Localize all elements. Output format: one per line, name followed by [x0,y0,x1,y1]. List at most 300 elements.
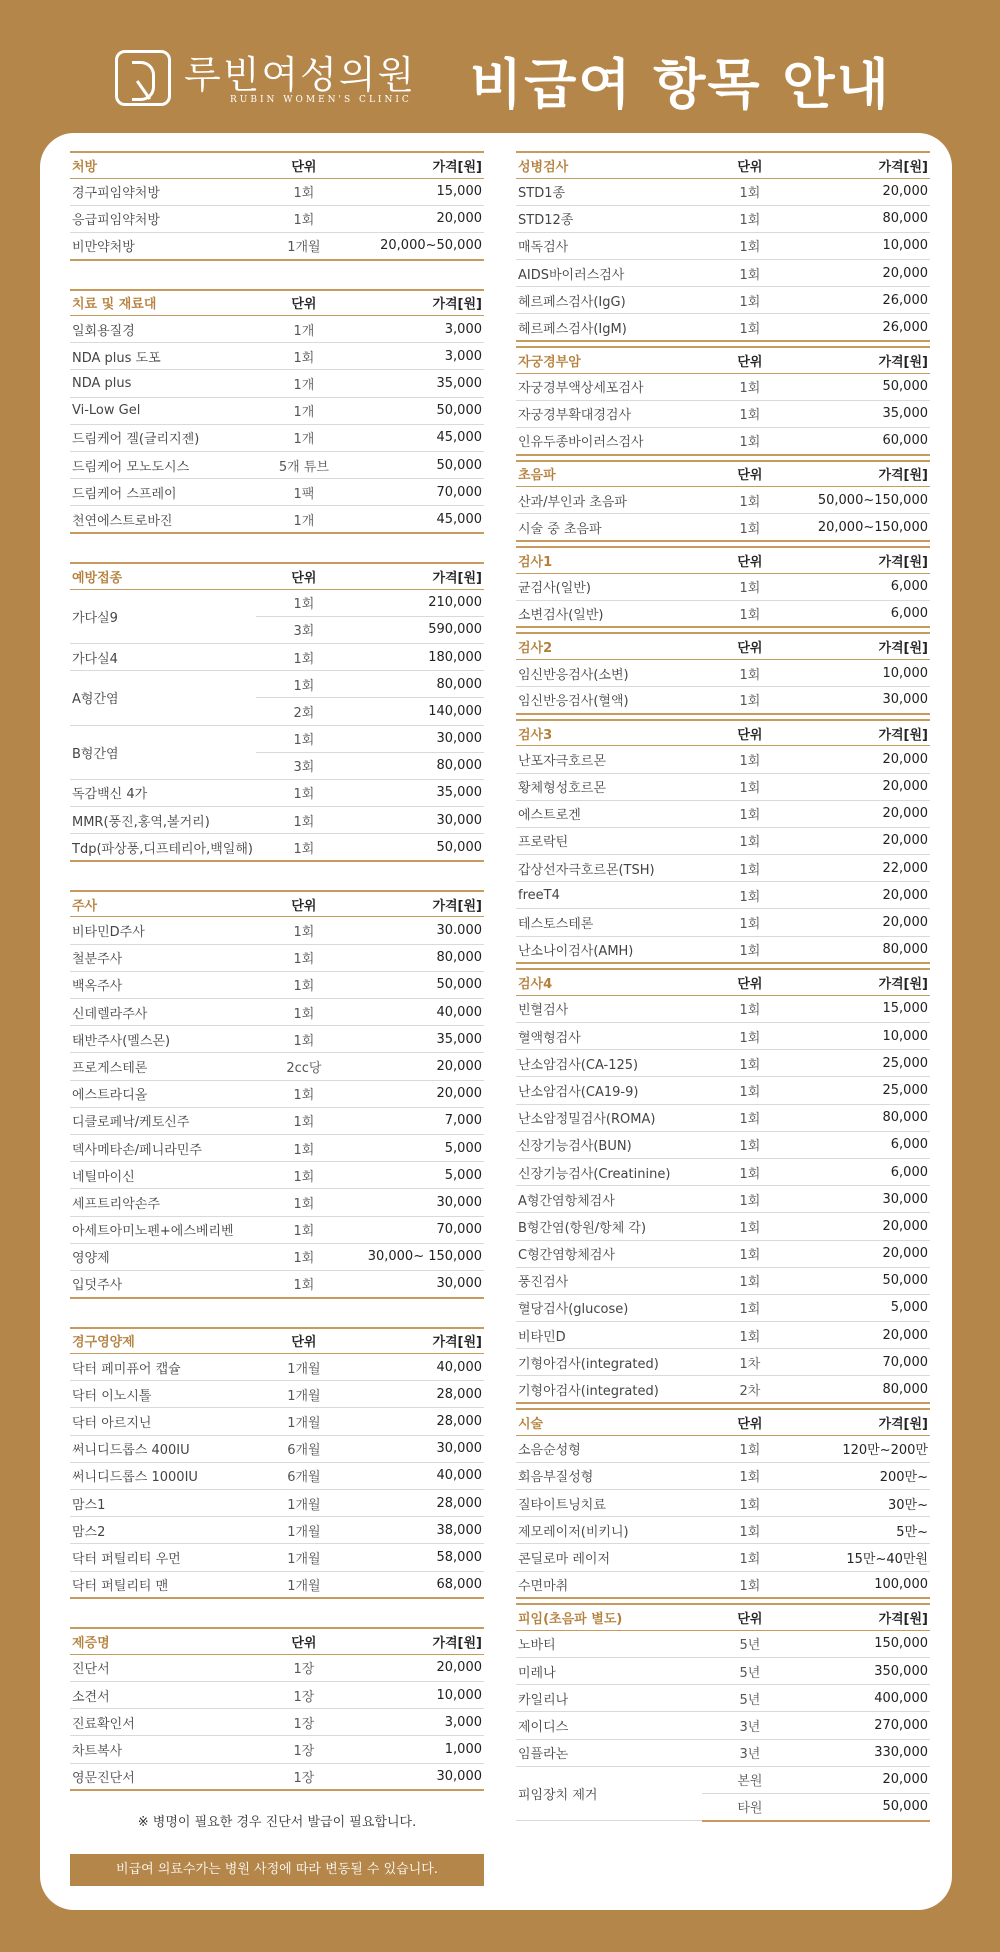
item-name: 써니디드롭스 1000IU [70,1462,256,1489]
item-unit: 1회 [702,1267,797,1294]
item-name: 균검사(일반) [516,573,702,600]
item-price: 6,000 [798,600,930,627]
item-name: 진료확인서 [70,1709,256,1736]
item-price: 10,000 [352,1681,484,1708]
item-name: 철분주사 [70,944,256,971]
item-unit: 1회 [702,1544,797,1571]
item-unit: 1회 [702,487,797,514]
clinic-logo-icon [115,50,171,106]
item-price: 80,000 [352,752,484,779]
item-price: 1,000 [352,1736,484,1763]
item-price: 20,000~50,000 [352,232,484,259]
item-unit: 1회 [702,995,797,1022]
header [0,0,1000,130]
item-price: 45,000 [352,424,484,451]
table-row [516,1376,930,1403]
table-row [516,428,930,455]
item-price: 3,000 [352,316,484,343]
item-unit: 1회 [702,232,797,259]
table-row [516,1685,930,1712]
item-price: 20,000~150,000 [798,514,930,541]
price-section [70,1627,484,1791]
item-price: 22,000 [798,855,930,882]
table-row [70,1270,484,1297]
table-row [70,643,484,670]
price-change-banner: 비급여 의료수가는 병원 사정에 따라 변동될 수 있습니다. [70,1854,484,1886]
item-name: 에스트라디올 [70,1080,256,1107]
item-unit: 1회 [702,909,797,936]
table-row [516,855,930,882]
item-unit: 1개 [256,424,351,451]
table-row [70,424,484,451]
item-price: 20,000 [352,1654,484,1681]
item-unit: 1회 [702,827,797,854]
table-row [516,1712,930,1739]
table-row [70,1026,484,1053]
item-price: 35,000 [798,400,930,427]
price-panel [40,133,952,1910]
item-price: 180,000 [352,643,484,670]
table-row [516,1213,930,1240]
item-unit: 1장 [256,1654,351,1681]
item-name: 입덧주사 [70,1270,256,1297]
item-name: 차트복사 [70,1736,256,1763]
section-title: 주사 [70,891,256,917]
item-name: 네틸마이신 [70,1162,256,1189]
table-row [516,773,930,800]
price-table [516,632,930,714]
item-unit: 1장 [256,1709,351,1736]
item-name: 미레나 [516,1657,702,1684]
item-price: 30,000 [352,1435,484,1462]
item-name: 영문진단서 [70,1763,256,1790]
item-unit: 1회 [702,1158,797,1185]
price-section [70,562,484,862]
table-row [70,1381,484,1408]
item-price: 38,000 [352,1517,484,1544]
price-table [70,289,484,535]
item-name: 태반주사(멜스몬) [70,1026,256,1053]
item-unit: 1회 [702,1104,797,1131]
price-table [516,719,930,965]
price-section [516,546,930,628]
clinic-subtitle: RUBIN WOMEN'S CLINIC [230,95,412,105]
item-name: 아세트아미노펜+에스베리벤 [70,1216,256,1243]
item-name: 가다실4 [70,643,256,670]
table-row [516,1240,930,1267]
table-row [70,1681,484,1708]
item-price: 35,000 [352,1026,484,1053]
table-row [516,600,930,627]
item-unit: 1회 [702,573,797,600]
section-title: 경구영양제 [70,1328,256,1354]
item-price: 80,000 [798,205,930,232]
table-row [70,1216,484,1243]
item-unit: 1개월 [256,1571,351,1598]
item-name: 에스트로겐 [516,800,702,827]
item-price: 270,000 [798,1712,930,1739]
item-price: 80,000 [798,936,930,963]
unit-header: 단위 [702,1604,797,1630]
table-row [70,1654,484,1681]
item-unit: 1장 [256,1681,351,1708]
item-price: 25,000 [798,1077,930,1104]
table-row [70,1763,484,1790]
item-price: 80,000 [798,1104,930,1131]
table-row [70,834,484,861]
item-price: 20,000 [798,882,930,909]
item-unit: 타원 [702,1793,797,1820]
table-header-row [516,720,930,746]
item-name: 닥터 이노시톨 [70,1381,256,1408]
item-price: 30,000~ 150,000 [352,1243,484,1270]
item-unit: 1회 [256,999,351,1026]
price-header: 가격[원] [352,1628,484,1654]
item-price: 68,000 [352,1571,484,1598]
table-row [70,178,484,205]
table-row [516,1050,930,1077]
item-name: 비만약처방 [70,232,256,259]
item-unit: 5년 [702,1685,797,1712]
item-price: 80,000 [798,1376,930,1403]
item-price: 70,000 [352,1216,484,1243]
item-name: 맘스2 [70,1517,256,1544]
item-unit: 1회 [702,1050,797,1077]
item-unit: 1회 [702,1490,797,1517]
page-title: 비급여 항목 안내 [470,53,891,116]
item-unit: 3년 [702,1712,797,1739]
item-price: 15만~40만원 [798,1544,930,1571]
section-title: 초음파 [516,461,702,487]
table-row [516,514,930,541]
table-row [516,1462,930,1489]
item-unit: 1차 [702,1349,797,1376]
item-name: 인유두종바이러스검사 [516,428,702,455]
table-row [516,659,930,686]
item-name: 닥터 퍼틸리티 우먼 [70,1544,256,1571]
item-price: 50,000 [352,452,484,479]
item-unit: 1개월 [256,1381,351,1408]
item-unit: 본원 [702,1766,797,1793]
unit-header: 단위 [702,547,797,573]
item-unit: 1회 [702,600,797,627]
section-title: 예방접종 [70,563,256,589]
price-table [516,546,930,628]
price-table [516,1408,930,1599]
item-name: 헤르페스검사(IgG) [516,287,702,314]
item-name: 회음부질성형 [516,1462,702,1489]
price-section [516,460,930,542]
item-unit: 1회 [256,779,351,806]
table-row [70,1462,484,1489]
item-name: 풍진검사 [516,1267,702,1294]
table-row [70,917,484,944]
unit-header: 단위 [256,152,351,178]
table-row [70,1408,484,1435]
item-unit: 1회 [702,1213,797,1240]
table-row [516,936,930,963]
table-row [516,746,930,773]
item-name: 기형아검사(integrated) [516,1376,702,1403]
item-name: A형간염 [70,671,256,725]
price-table [70,890,484,1299]
table-row [70,1162,484,1189]
item-name: 소견서 [70,1681,256,1708]
item-name: 수면마취 [516,1571,702,1598]
item-name: 자궁경부확대경검사 [516,400,702,427]
item-price: 350,000 [798,1657,930,1684]
price-header: 가격[원] [798,152,930,178]
price-section [70,1327,484,1600]
item-price: 80,000 [352,671,484,698]
section-title: 검사1 [516,547,702,573]
table-row [516,882,930,909]
table-header-row [516,347,930,373]
price-table [516,346,930,456]
table-row [516,373,930,400]
item-price: 28,000 [352,1381,484,1408]
table-row [70,1736,484,1763]
item-unit: 1회 [702,314,797,341]
item-price: 50,000~150,000 [798,487,930,514]
table-row [516,1766,930,1793]
unit-header: 단위 [256,290,351,316]
table-header-row [516,1409,930,1435]
clinic-name: 루빈여성의원 [184,53,417,97]
table-row [516,1517,930,1544]
table-row [70,807,484,834]
item-name: 빈혈검사 [516,995,702,1022]
item-price: 330,000 [798,1739,930,1766]
table-row [70,1571,484,1598]
item-name: 천연에스트로바진 [70,506,256,533]
table-row [516,800,930,827]
section-title: 자궁경부암 [516,347,702,373]
item-unit: 2차 [702,1376,797,1403]
section-title: 검사2 [516,633,702,659]
table-header-row [516,1604,930,1630]
section-title: 피임(초음파 별도) [516,1604,702,1630]
table-row [70,1243,484,1270]
item-name: 제모레이저(비키니) [516,1517,702,1544]
item-price: 50,000 [352,397,484,424]
item-name: 영양제 [70,1243,256,1270]
price-section [516,719,930,965]
item-name: MMR(풍진,홍역,볼거리) [70,807,256,834]
item-unit: 1회 [702,205,797,232]
item-unit: 1회 [256,1080,351,1107]
item-price: 35,000 [352,779,484,806]
item-name: 백옥주사 [70,971,256,998]
item-unit: 1회 [256,643,351,670]
table-row [516,260,930,287]
section-title: 치료 및 재료대 [70,290,256,316]
item-name: 난포자극호르몬 [516,746,702,773]
certificate-notice: ※ 병명이 필요한 경우 진단서 발급이 필요합니다. [137,1815,417,1831]
table-row [70,1435,484,1462]
item-name: 디클로페낙/케토신주 [70,1107,256,1134]
table-header-row [516,461,930,487]
item-name: 갑상선자극호르몬(TSH) [516,855,702,882]
item-name: 황체형성호르몬 [516,773,702,800]
item-unit: 1회 [702,800,797,827]
item-unit: 1회 [702,428,797,455]
item-price: 50,000 [352,834,484,861]
item-unit: 1개 [256,397,351,424]
price-section [516,968,930,1404]
item-unit: 1회 [702,1462,797,1489]
item-price: 20,000 [352,1053,484,1080]
item-price: 50,000 [352,971,484,998]
table-header-row [70,290,484,316]
item-price: 40,000 [352,1462,484,1489]
item-name: B형간염 [70,725,256,779]
item-price: 20,000 [798,746,930,773]
item-unit: 1회 [702,287,797,314]
item-price: 100,000 [798,1571,930,1598]
item-price: 15,000 [352,178,484,205]
item-name: NDA plus 도포 [70,343,256,370]
item-name: 테스토스테론 [516,909,702,936]
price-section [516,1408,930,1599]
unit-header: 단위 [702,633,797,659]
item-price: 70,000 [352,479,484,506]
item-unit: 1회 [256,944,351,971]
item-unit: 1회 [256,971,351,998]
table-row [70,1080,484,1107]
item-name: 난소암검사(CA-125) [516,1050,702,1077]
table-row [70,1053,484,1080]
item-price: 30,000 [352,1270,484,1297]
table-row [516,1131,930,1158]
table-row [516,573,930,600]
item-name: 맘스1 [70,1490,256,1517]
item-name: 시술 중 초음파 [516,514,702,541]
item-unit: 1개월 [256,1544,351,1571]
table-row [516,1630,930,1657]
item-unit: 1회 [256,1243,351,1270]
item-price: 20,000 [798,773,930,800]
table-row [70,343,484,370]
item-unit: 1회 [702,1186,797,1213]
item-unit: 5년 [702,1657,797,1684]
price-table [70,1627,484,1791]
table-row [516,287,930,314]
price-header: 가격[원] [352,891,484,917]
unit-header: 단위 [702,152,797,178]
table-row [516,1349,930,1376]
item-name: 난소나이검사(AMH) [516,936,702,963]
item-price: 6,000 [798,573,930,600]
item-price: 25,000 [798,1050,930,1077]
item-unit: 1회 [256,205,351,232]
item-name: 프로게스테론 [70,1053,256,1080]
table-row [516,1435,930,1462]
item-name: Tdp(파상풍,디프테리아,백일해) [70,834,256,861]
item-unit: 1개월 [256,232,351,259]
item-name: 경구피임약처방 [70,178,256,205]
item-unit: 1개 [256,316,351,343]
item-name: STD1종 [516,178,702,205]
item-name: 임신반응검사(혈액) [516,687,702,714]
unit-header: 단위 [702,461,797,487]
price-section [70,890,484,1299]
item-price: 5,000 [798,1294,930,1321]
item-unit: 1회 [702,1131,797,1158]
item-unit: 1회 [256,589,351,616]
item-unit: 1회 [702,1571,797,1598]
item-price: 20,000 [352,1080,484,1107]
item-name: 프로락틴 [516,827,702,854]
item-name: 비타민D [516,1322,702,1349]
item-price: 40,000 [352,1354,484,1381]
table-row [70,999,484,1026]
item-name: 드림케어 모노도시스 [70,452,256,479]
price-table [516,1603,930,1821]
table-row [516,1186,930,1213]
item-name: 드림케어 겔(글리지젠) [70,424,256,451]
item-unit: 1회 [702,1517,797,1544]
item-name: 닥터 페미퓨어 캡슐 [70,1354,256,1381]
table-row [516,995,930,1022]
item-name: 카일리나 [516,1685,702,1712]
table-row [70,971,484,998]
item-price: 30,000 [352,725,484,752]
price-section [70,289,484,535]
unit-header: 단위 [256,1328,351,1354]
table-row [516,1490,930,1517]
price-header: 가격[원] [798,633,930,659]
item-price: 50,000 [798,1267,930,1294]
item-price: 26,000 [798,287,930,314]
table-row [516,205,930,232]
item-unit: 1회 [256,1026,351,1053]
table-row [70,1709,484,1736]
table-header-row [70,1628,484,1654]
item-price: 6,000 [798,1131,930,1158]
section-title: 검사4 [516,969,702,995]
item-unit: 1회 [256,1134,351,1161]
item-name: NDA plus [70,370,256,397]
table-row [516,1158,930,1185]
unit-header: 단위 [702,969,797,995]
table-row [70,944,484,971]
table-row [70,506,484,533]
price-section [516,632,930,714]
price-header: 가격[원] [798,461,930,487]
price-header: 가격[원] [798,1409,930,1435]
table-row [516,1544,930,1571]
item-price: 10,000 [798,1023,930,1050]
item-name: STD12종 [516,205,702,232]
price-section [516,346,930,456]
item-name: 일회용질경 [70,316,256,343]
item-price: 35,000 [352,370,484,397]
item-price: 30,000 [798,1186,930,1213]
item-price: 40,000 [352,999,484,1026]
item-name: 닥터 퍼틸리티 맨 [70,1571,256,1598]
item-price: 30.000 [352,917,484,944]
price-header: 가격[원] [798,347,930,373]
table-row [516,1104,930,1131]
table-header-row [70,891,484,917]
table-row [70,671,484,698]
item-name: 닥터 아르지닌 [70,1408,256,1435]
item-price: 15,000 [798,995,930,1022]
left-column [70,151,484,1886]
item-name: B형간염(항원/항체 각) [516,1213,702,1240]
table-row [70,725,484,752]
